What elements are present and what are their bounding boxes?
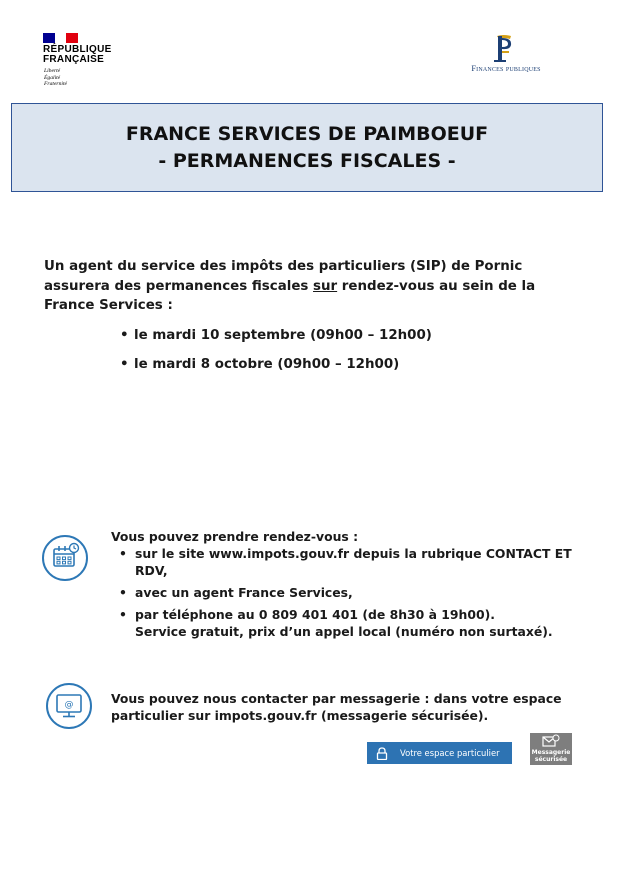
messagerie-securisee-label: Messagerie sécurisée	[531, 749, 571, 763]
messagerie-securisee-button[interactable]	[530, 733, 572, 765]
intro-text-before: Un agent du service des impôts des particuliers (SIP) de Pornic assurera des permanences fiscales	[44, 259, 523, 294]
republique-francaise-name: RÉPUBLIQUE FRANÇAISE	[43, 44, 112, 65]
finances-publiques-name: Finances publiques	[471, 64, 541, 73]
rdv-list	[119, 545, 579, 645]
republique-motto: Liberté Égalité Fraternité	[44, 68, 67, 88]
title-line-2: - PERMANENCES FISCALES -	[158, 149, 456, 172]
rdv-item	[119, 584, 579, 601]
espace-particulier-label: Votre espace particulier	[400, 748, 500, 758]
calendar-icon	[42, 535, 88, 581]
rdv-item	[119, 606, 579, 640]
rdv-item-text: avec un agent France Services,	[135, 585, 353, 600]
title-line-1: FRANCE SERVICES DE PAIMBOEUF	[125, 122, 489, 145]
finances-publiques-logo-icon	[487, 32, 519, 64]
title-box	[11, 103, 603, 192]
rdv-item-text: par téléphone au 0 809 401 401 (de 8h30 à 19h00).	[135, 607, 495, 622]
date-item: • le mardi 8 octobre (09h00 – 12h00)	[120, 355, 432, 374]
dates-list	[120, 326, 432, 384]
french-flag-icon	[43, 33, 78, 43]
envelope-icon	[542, 734, 560, 748]
svg-text:@: @	[64, 700, 74, 710]
date-item: • le mardi 10 septembre (09h00 – 12h00)	[120, 326, 432, 345]
intro-text-underlined: sur	[313, 278, 338, 294]
rdv-item-text: sur le site www.impots.gouv.fr depuis la rubrique CONTACT ET RDV,	[135, 546, 572, 578]
messagerie-text: Vous pouvez nous contacter par messagerie : dans votre espace particulier sur impots.gouv.fr (messagerie sécurisée).	[111, 691, 562, 723]
computer-monitor-icon	[46, 683, 92, 729]
rdv-item-extra: Service gratuit, prix d’un appel local (numéro non surtaxé).	[135, 624, 553, 639]
intro-text-after: rendez-vous au sein de la France Services :	[44, 278, 536, 313]
rdv-heading: Vous pouvez prendre rendez-vous :	[111, 529, 359, 544]
rdv-item	[119, 545, 579, 579]
intro-paragraph	[44, 257, 584, 316]
espace-particulier-button[interactable]	[367, 742, 512, 764]
lock-icon	[376, 747, 388, 760]
